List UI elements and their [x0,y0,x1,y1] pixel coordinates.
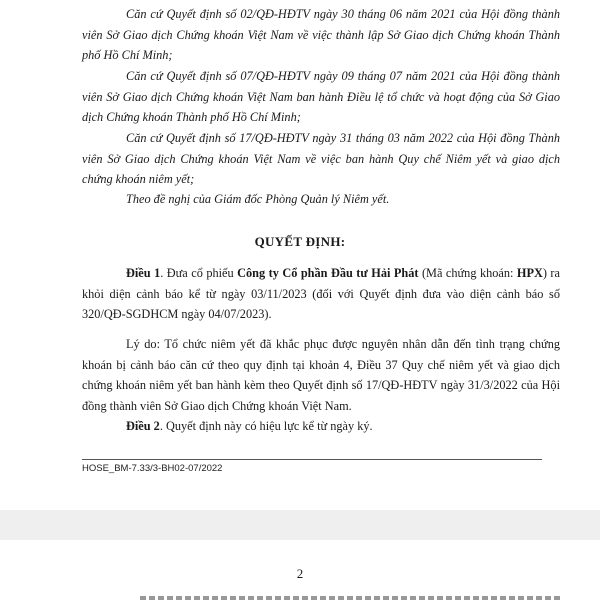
company-name: Công ty Cổ phần Đầu tư Hải Phát [237,266,419,280]
document-page-2 [0,540,600,600]
article-2-text: . Quyết định này có hiệu lực kể từ ngày ký. [159,419,373,433]
article-1-text-a: . Đưa cổ phiếu [160,266,238,280]
preamble-clause-3: Căn cứ Quyết định số 17/QĐ-HĐTV ngày 31 tháng 03 năm 2022 của Hội đồng Thành viên Sở Giao dịch Chứng khoán Việt Nam về việc ban hành Quy chế Niêm yết và giao dịch chứng khoán niêm yết; [82,131,560,186]
decision-heading: QUYẾT ĐỊNH: [254,234,346,249]
preamble-clause-1: Căn cứ Quyết định số 02/QĐ-HĐTV ngày 30 tháng 06 năm 2021 của Hội đồng thành viên Sở Giao dịch Chứng khoán Việt Nam về việc thành lập Sở Giao dịch Chứng khoán Thành phố Hồ Chí Minh; [82,7,560,62]
article-1-text-b: (Mã chứng khoán: [418,266,517,280]
form-code: HOSE_BM-7.33/3-BH02-07/2022 [82,463,223,474]
page-gap [0,510,600,540]
ticker-symbol: HPX [516,266,543,280]
preamble-clause-2: Căn cứ Quyết định số 07/QĐ-HĐTV ngày 09 tháng 07 năm 2021 của Hội đồng thành viên Sở Giao dịch Chứng khoán Việt Nam ban hành Điều lệ tổ chức và hoạt động của Sở Giao dịch Chứng khoán Thành phố Hồ Chí Minh; [82,69,560,124]
cropped-text-line [140,596,560,600]
article-2 [82,416,560,437]
footer-divider [82,459,542,460]
preamble-clause-4: Theo đề nghị của Giám đốc Phòng Quản lý Niêm yết. [126,192,390,206]
article-1 [82,263,560,325]
page-number: 2 [296,566,304,581]
article-1-label: Điều 1 [126,266,161,280]
article-2-label: Điều 2 [126,419,160,433]
article-1-text-c: ) ra khỏi diện cảnh báo kể từ ngày 03/11/2023 (đối với Quyết định đưa vào diện cảnh báo số 320/QĐ-SGDHCM ngày 04/07/2023). [82,266,560,321]
reason-paragraph: Lý do: Tổ chức niêm yết đã khắc phục được nguyên nhân dẫn đến tình trạng chứng khoán bị cảnh báo căn cứ theo quy định tại khoản 4, Điều 37 Quy chế niêm yết và giao dịch chứng khoán niêm yết ban hành kèm theo Quyết định số 17/QĐ-HĐTV ngày 31/3/2022 của Hội đồng thành viên Sở Giao dịch Chứng khoán Việt Nam. [82,337,560,413]
